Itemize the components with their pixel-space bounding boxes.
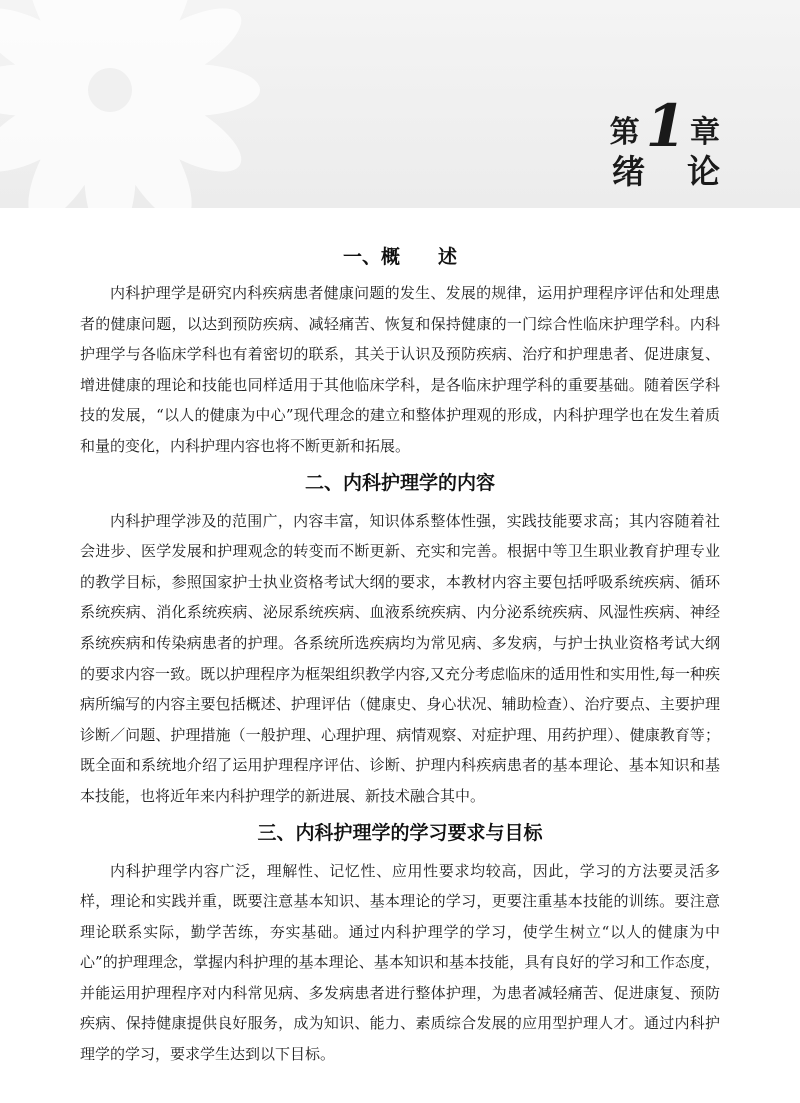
chapter-suffix: 章 <box>690 115 720 150</box>
chapter-prefix: 第 <box>609 115 640 150</box>
section-paragraph-goals: 内科护理学内容广泛，理解性、记忆性、应用性要求均较高，因此，学习的方法要灵活多样，理论和实践并重，既要注意基本知识、基本理论的学习，更要注重基本技能的训练。要注意理论联系实际，勤学苦练，夯实基础。通过内科护理学的学习，使学生树立“以人的健康为中心”的护理理念，掌握内科护理的基本理论、基本知识和基本技能，具有良好的学习和工作态度，并能运用护理程序对内科常见病、多发病患者进行整体护理，为患者减轻痛苦、促进康复、预防疾病、保持健康提供良好服务，成为知识、能力、素质综合发展的应用型护理人才。通过内科护理学的学习，要求学生达到以下目标。 <box>80 861 720 1064</box>
page-body <box>80 240 720 1074</box>
section-paragraph-content: 内科护理学涉及的范围广，内容丰富，知识体系整体性强，实践技能要求高；其内容随着社会进步、医学发展和护理观念的转变而不断更新、充实和完善。根据中等卫生职业教育护理专业的教学目标，参照国家护士执业资格考试大纲的要求，本教材内容主要包括呼吸系统疾病、循环系统疾病、消化系统疾病、泌尿系统疾病、血液系统疾病、内分泌系统疾病、风湿性疾病、神经系统疾病和传染病患者的护理。各系统所选疾病均为常见病、多发病，与护士执业资格考试大纲的要求内容一致。既以护理程序为框架组织教学内容,又充分考虑临床的适用性和实用性,每一种疾病所编写的内容主要包括概述、护理评估（健康史、身心状况、辅助检查）、治疗要点、主要护理诊断／问题、护理措施（一般护理、心理护理、病情观察、对症护理、用药护理）、健康教育等；既全面和系统地介绍了运用护理程序评估、诊断、护理内科疾病患者的基本理论、基本知识和基本技能，也将近年来内科护理学的新进展、新技术融合其中。 <box>80 511 720 805</box>
chapter-header-band <box>0 0 800 208</box>
section-heading-overview: 一、概 述 <box>342 246 457 268</box>
section-paragraph-overview: 内科护理学是研究内科疾病患者健康问题的发生、发展的规律，运用护理程序评估和处理患者的健康问题，以达到预防疾病、减轻痛苦、恢复和保持健康的一门综合性临床护理学科。内科护理学与各临床学科也有着密切的联系，其关于认识及预防疾病、治疗和护理患者、促进康复、增进健康的理论和技能也同样适用于其他临床学科，是各临床护理学科的重要基础。随着医学科技的发展，“以人的健康为中心”现代理念的建立和整体护理观的形成，内科护理学也在发生着质和量的变化，内科护理内容也将不断更新和拓展。 <box>80 284 720 455</box>
decorative-flower-icon <box>0 0 260 208</box>
chapter-title: 绪论 <box>612 152 762 191</box>
section-heading-content: 二、内科护理学的内容 <box>304 471 495 494</box>
chapter-number: 1 <box>645 92 686 160</box>
section-heading-goals: 三、内科护理学的学习要求与目标 <box>257 821 543 844</box>
chapter-number-label <box>609 92 720 160</box>
